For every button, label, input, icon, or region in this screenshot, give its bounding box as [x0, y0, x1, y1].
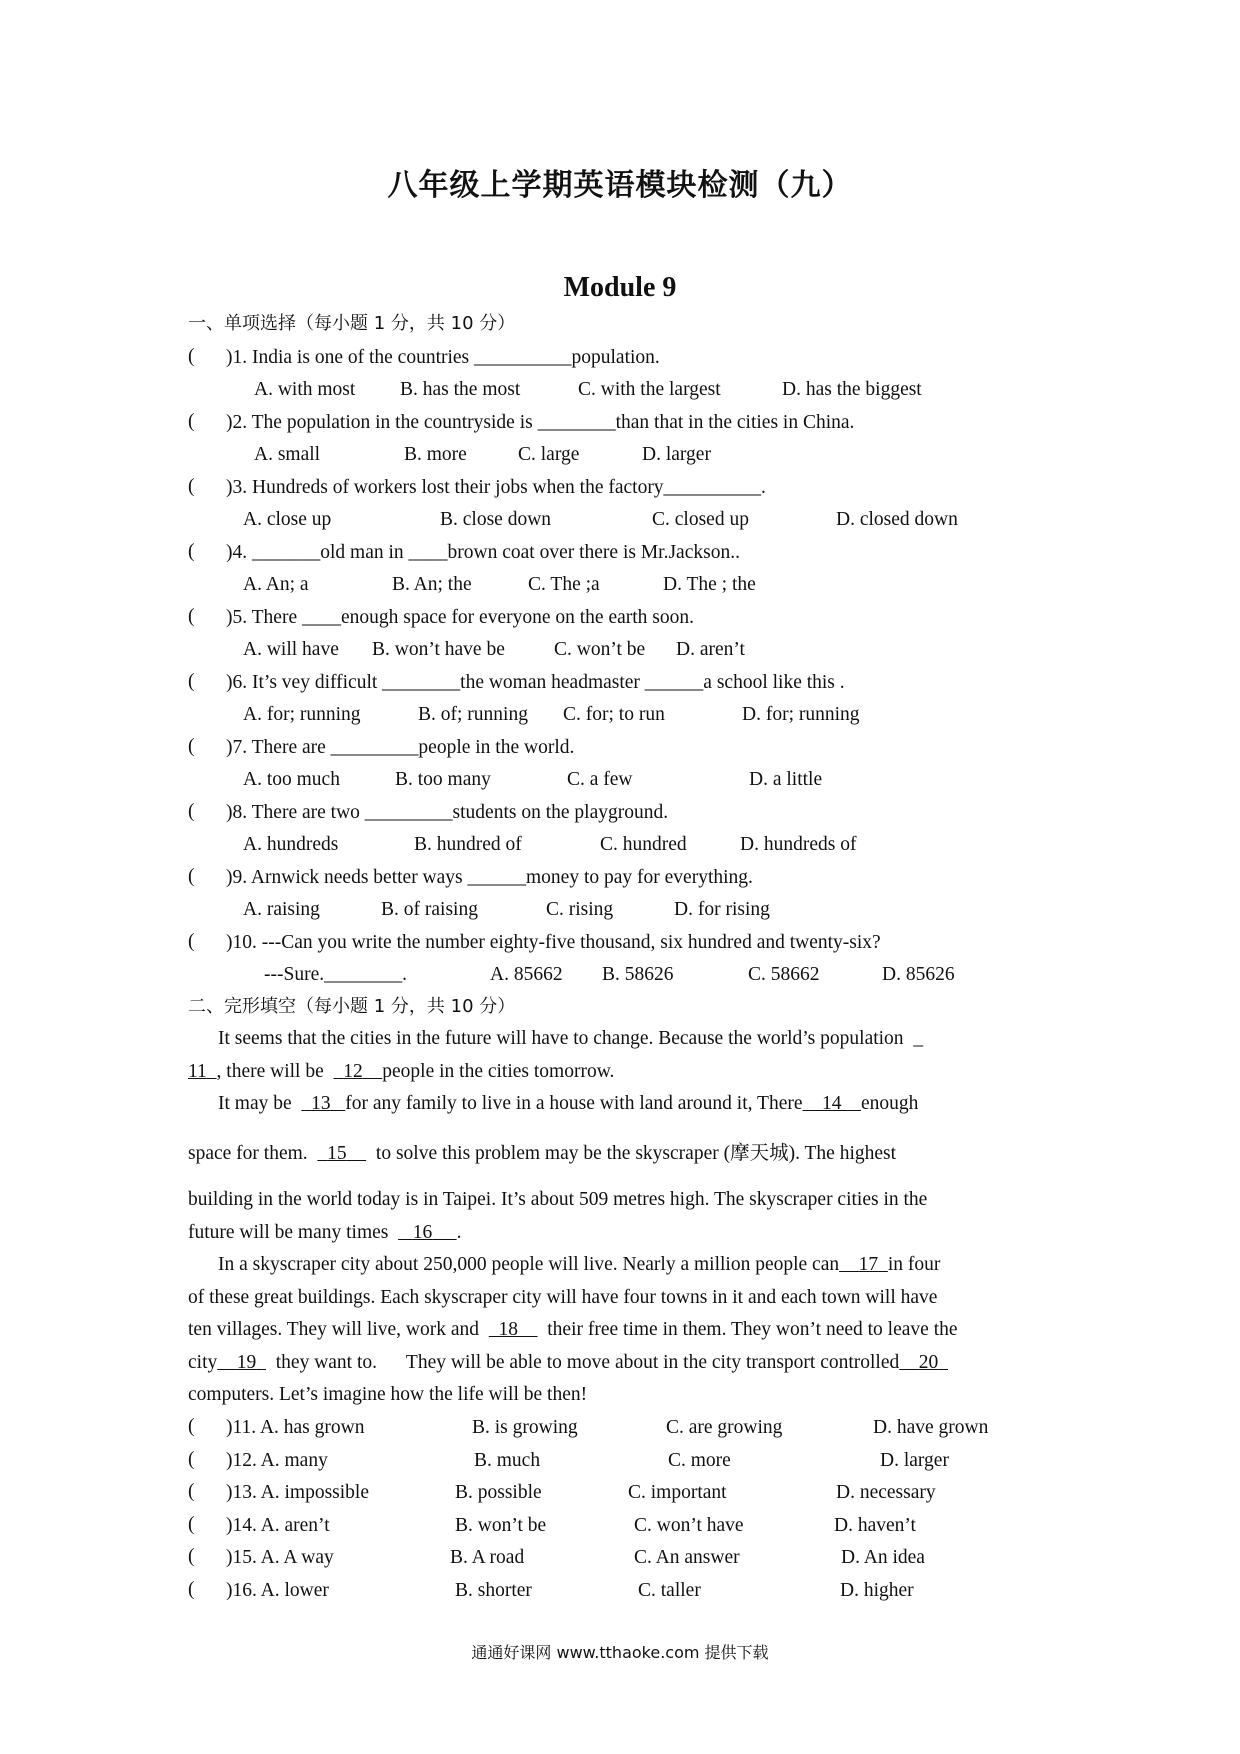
option: C. An answer — [634, 1547, 740, 1568]
option: C. important — [628, 1482, 727, 1503]
option: B. too many — [395, 769, 491, 790]
option: D. a little — [749, 769, 823, 790]
option: D. hundreds of — [740, 834, 857, 855]
option: D. larger — [880, 1450, 949, 1471]
question-stem: )6. It’s vey difficult ________the woman headmaster ______a school like this . — [226, 672, 845, 693]
passage-line: building in the world today is in Taipei. It’s about 509 metres high. The skyscraper cities in the — [188, 1189, 928, 1210]
option: B. An; the — [392, 574, 472, 595]
question-stem: )14. A. aren’t — [226, 1515, 330, 1536]
option: D. for; running — [742, 704, 860, 725]
option: B. won’t have be — [372, 639, 505, 660]
footer-source: 通通好课网 www.tthaoke.com 提供下载 — [471, 1643, 769, 1662]
passage-line — [188, 1141, 896, 1166]
option: B. of raising — [381, 899, 478, 920]
option: B. of; running — [418, 704, 528, 725]
passage-text: city — [188, 1352, 218, 1373]
option: A. with most — [254, 379, 356, 400]
passage-line: It seems that the cities in the future will have to change. Because the world’s population _ — [218, 1028, 924, 1049]
option: A. An; a — [243, 574, 309, 595]
option: C. with the largest — [578, 379, 721, 400]
option: C. a few — [567, 769, 633, 790]
option: B. 58626 — [602, 964, 674, 985]
option: A. hundreds — [243, 834, 339, 855]
answer-paren: ( — [188, 476, 195, 497]
dialogue-reply: ---Sure.________. — [264, 964, 407, 985]
option: A. close up — [243, 509, 332, 530]
option: C. closed up — [652, 509, 749, 530]
answer-paren: ( — [188, 411, 195, 432]
passage-line — [218, 1092, 918, 1116]
option: B. won’t be — [455, 1515, 547, 1536]
answer-paren: ( — [188, 866, 195, 887]
page-title: 八年级上学期英语模块检测（九） — [387, 168, 853, 203]
option: B. possible — [455, 1482, 542, 1503]
question-stem: )7. There are _________people in the world. — [226, 737, 575, 758]
answer-paren: ( — [188, 606, 195, 627]
option: D. have grown — [873, 1417, 989, 1438]
passage-line — [188, 1060, 614, 1084]
blank-14: 14 — [822, 1093, 842, 1114]
question-stem: )13. A. impossible — [226, 1482, 370, 1503]
option: C. more — [668, 1450, 731, 1471]
passage-text: for any family to live in a house with land around it, There — [345, 1093, 803, 1114]
passage-text: their free time in them. They won’t need to leave the — [547, 1319, 958, 1340]
option: C. 58662 — [748, 964, 820, 985]
question-stem: )16. A. lower — [226, 1580, 329, 1601]
section-heading-2: 二、完形填空（每小题 1 分，共 10 分） — [188, 996, 516, 1017]
question-stem: )9. Arnwick needs better ways ______money to pay for everything. — [226, 867, 753, 888]
passage-line: computers. Let’s imagine how the life will be then! — [188, 1384, 588, 1405]
passage-text: 摩天城 — [730, 1141, 789, 1164]
passage-text: to solve this problem may be the skyscraper ( — [375, 1143, 731, 1164]
answer-paren: ( — [188, 801, 195, 822]
option: D. haven’t — [834, 1515, 916, 1536]
question-stem: )4. _______old man in ____brown coat over there is Mr.Jackson.. — [226, 542, 740, 563]
question-stem: )8. There are two _________students on the playground. — [226, 802, 669, 823]
answer-paren: ( — [188, 1416, 195, 1437]
section-heading-1: 一、单项选择（每小题 1 分，共 10 分） — [188, 313, 516, 334]
blank-20: 20 — [918, 1352, 939, 1373]
answer-paren: ( — [188, 346, 195, 367]
answer-paren: ( — [188, 736, 195, 757]
option: A. too much — [243, 769, 340, 790]
option: A. will have — [243, 639, 339, 660]
answer-paren: ( — [188, 671, 195, 692]
option: C. rising — [546, 899, 614, 920]
option: B. has the most — [400, 379, 521, 400]
passage-line: future will be many times 16 . — [188, 1222, 462, 1243]
question-stem: )12. A. many — [226, 1450, 328, 1471]
answer-paren: ( — [188, 1546, 195, 1567]
passage-text: people in the cities tomorrow. — [382, 1061, 615, 1082]
blank-15: 15 — [327, 1143, 347, 1164]
option: B. hundred of — [414, 834, 522, 855]
option: A. raising — [243, 899, 320, 920]
answer-paren: ( — [188, 931, 195, 952]
option: B. much — [474, 1450, 541, 1471]
option: B. more — [404, 444, 467, 465]
option: C. large — [518, 444, 580, 465]
option: C. taller — [638, 1580, 701, 1601]
passage-line — [188, 1351, 948, 1375]
blank-19: 19 — [236, 1352, 257, 1373]
passage-text: , there will be — [216, 1061, 324, 1082]
option: B. close down — [440, 509, 552, 530]
blank-11: 11 — [188, 1061, 207, 1082]
option: D. necessary — [836, 1482, 936, 1503]
answer-paren: ( — [188, 1514, 195, 1535]
question-stem: )2. The population in the countryside is ________than that in the cities in China. — [226, 412, 855, 433]
question-stem: )10. ---Can you write the number eighty-five thousand, six hundred and twenty-six? — [226, 932, 881, 953]
passage-text: It seems that the cities in the future will have to change. Because the world’s population — [218, 1028, 904, 1049]
answer-paren: ( — [188, 1481, 195, 1502]
passage-text: In a skyscraper city about 250,000 people will live. Nearly a million people can — [218, 1254, 840, 1275]
passage-text: space for them. — [188, 1143, 308, 1164]
module-heading: Module 9 — [563, 272, 677, 303]
question-stem: )5. There ____enough space for everyone on the earth soon. — [226, 607, 695, 628]
option: D. for rising — [674, 899, 770, 920]
option: D. An idea — [841, 1547, 925, 1568]
option: D. 85626 — [882, 964, 955, 985]
answer-paren: ( — [188, 1449, 195, 1470]
blank-17: 17 — [858, 1254, 879, 1275]
passage-text: enough — [861, 1093, 919, 1114]
passage-text: future will be many times — [188, 1222, 389, 1243]
option: C. for; to run — [563, 704, 665, 725]
option: C. are growing — [666, 1417, 783, 1438]
passage-line: of these great buildings. Each skyscraper city will have four towns in it and each town will have — [188, 1287, 938, 1308]
option: D. higher — [840, 1580, 914, 1601]
option: D. closed down — [836, 509, 958, 530]
option: C. won’t have — [634, 1515, 744, 1536]
answer-paren: ( — [188, 1579, 195, 1600]
blank-12: 12 — [343, 1061, 363, 1082]
passage-text: ). The highest — [788, 1143, 897, 1164]
passage-text: they want to. They will be able to move about in the city transport controlled — [275, 1352, 900, 1373]
question-stem: )11. A. has grown — [226, 1417, 365, 1438]
blank-18: 18 — [498, 1319, 518, 1340]
option: B. A road — [450, 1547, 525, 1568]
option: C. hundred — [600, 834, 687, 855]
passage-line — [218, 1253, 940, 1277]
passage-text: It may be — [218, 1093, 292, 1114]
option: A. small — [254, 444, 321, 465]
option: A. for; running — [243, 704, 361, 725]
question-stem: )15. A. A way — [226, 1547, 334, 1568]
option: A. 85662 — [490, 964, 563, 985]
blank-13: 13 — [311, 1093, 331, 1114]
option: D. aren’t — [676, 639, 745, 660]
option: C. won’t be — [554, 639, 646, 660]
passage-text: ten villages. They will live, work and — [188, 1319, 479, 1340]
answer-paren: ( — [188, 541, 195, 562]
option: D. has the biggest — [782, 379, 922, 400]
option: D. larger — [642, 444, 711, 465]
option: C. The ;a — [528, 574, 600, 595]
option: D. The ; the — [663, 574, 756, 595]
question-stem: )1. India is one of the countries __________population. — [226, 347, 660, 368]
option: B. is growing — [472, 1417, 578, 1438]
passage-text: in four — [887, 1254, 941, 1275]
question-stem: )3. Hundreds of workers lost their jobs when the factory__________. — [226, 477, 766, 498]
option: B. shorter — [455, 1580, 532, 1601]
passage-line — [188, 1318, 958, 1342]
blank-16: 16 — [412, 1222, 433, 1243]
